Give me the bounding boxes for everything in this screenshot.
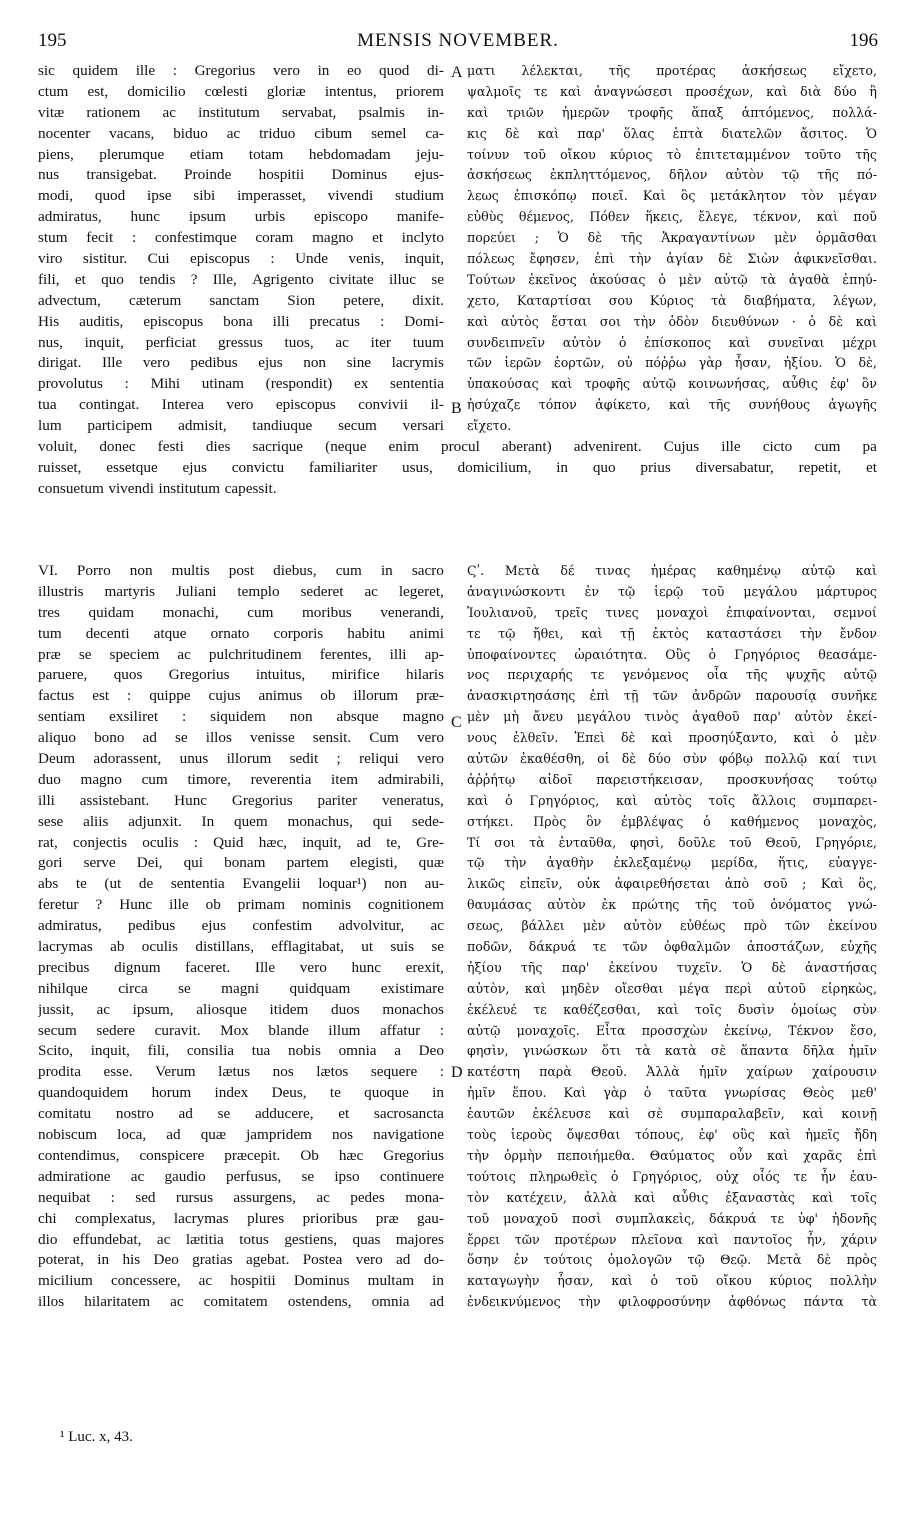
text-line: στήκει. Πρὸς ὃν ἐμβλέψας ὁ καθήμενος μοναχὸς, — [467, 813, 877, 829]
text-line: τῶν ἱερῶν ἑορτῶν, οὐ πόῤῥω γὰρ ἦσαν, ἠξίου. Ὁ δὲ, — [467, 355, 877, 371]
text-line: vitæ rationem ac institutum servabat, psalmis in- — [38, 103, 444, 121]
text-line: nequibat : sed rursus assurgens, ac pedes mona- — [38, 1188, 444, 1206]
text-line: contendimus, conspicere præcepit. Ob hæc Gregorius — [38, 1146, 444, 1164]
text-line: illustris martyris Juliani templo sederet ac legeret, — [38, 582, 444, 600]
text-line: ctum est, domicilio cœlesti gloriæ intentus, priorem — [38, 82, 444, 100]
text-line: nus transigebat. Proinde hospitii Dominus ejus- — [38, 166, 444, 184]
text-line: paruere, quos Gregorius intuitus, mirifice hilaris — [38, 666, 444, 684]
text-line: Deum adorassent, unus illorum sedit ; reliqui vero — [38, 750, 444, 768]
text-line: καὶ αὐτὸς ἔσται σοι τὴν ὁδὸν διευθύνων · ὁ δὲ καὶ — [467, 313, 877, 329]
text-line: ἔρρει τῶν προτέρων πλεῖονα καὶ παντοῖος ἦν, χάριν — [467, 1231, 877, 1247]
text-line: tum decenti atque ornato corporis habitu animi — [38, 624, 444, 642]
text-line: εἴχετο. — [467, 418, 512, 434]
text-line: ἡμῖν ἕπου. Καὶ γὰρ ὁ ταῦτα γνωρίσας Θεὸς μεθ' — [467, 1085, 877, 1101]
text-line: feretur ? Hunc ille ob primam nominis cognitionem — [38, 896, 444, 914]
text-line: θαυμάσας αὐτὸν ἐκ πρώτης τῆς τοῦ ὀνόματος γνώ- — [467, 897, 877, 913]
text-line: provolutus : Mihi utinam (respondit) ex sententia — [38, 375, 444, 393]
text-line: sic quidem ille : Gregorius vero in eo quod di- — [38, 62, 444, 79]
text-line: μὲν μὴ ἄνευ μεγάλου τινὸς ἀγαθοῦ παρ' αὐτὸν ἐκεί- — [467, 709, 877, 725]
text-line: ἐκέλευέ τε καθέζεσθαι, καὶ τοῖς δυσὶν ὁμοίως σὺν — [467, 1001, 877, 1017]
text-line: ἑαυτῶν ἐκέλευσε καὶ σὲ συμπαραλαβεῖν, καὶ κοινῇ — [467, 1106, 877, 1122]
text-line: τὴν ὁρμὴν πεποιήμεθα. Θαύματος οὖν καὶ χαρᾶς ἐπὶ — [467, 1147, 877, 1163]
text-line: gori serve Dei, qui bonam partem elegisti, quæ — [38, 854, 444, 872]
margin-marker-b: B — [451, 400, 462, 417]
text-line: voluit, donec festi dies sacrique (neque enim procul aberant) advenirent. Cujus ille cicto cum pa — [38, 438, 877, 455]
text-line: admiratione ac gaudio perfusus, se ipso continuere — [38, 1167, 444, 1185]
text-line: ἐνδεικνύμενος τὴν φιλοφροσύνην ἀφθόνως πάντα τὰ — [467, 1294, 877, 1310]
text-line: πορεύει ; Ὁ δὲ τῆς Ἀκραγαντίνων μὲν ὁρμᾶσθαι — [467, 230, 877, 246]
text-line: illi assistebant. Hunc Gregorius pariter veneratus, — [38, 791, 444, 809]
text-line: νος περιχαρής τε γενόμενος οἷα τῆς ψυχῆς αὐτῷ — [467, 667, 877, 683]
text-line: poterat, in his Deo gratias agebat. Postea vero ad do- — [38, 1251, 444, 1269]
margin-marker-a: A — [451, 64, 463, 81]
text-line: ἀῤῥήτῳ αἰδοῖ παρειστήκεισαν, προσκυνήσας τούτῳ — [467, 771, 877, 787]
text-line: tres quidam monachi, cum moribus venerandi, — [38, 603, 444, 621]
page-number-left: 195 — [38, 30, 67, 51]
text-line: aliquo bono ad se illos venisse sensit. Cum vero — [38, 729, 444, 747]
text-line: φησὶν, γινώσκων ὅτι τὰ κατὰ σὲ ἅπαντα δῆλα ἡμῖν — [467, 1043, 877, 1059]
page-header — [38, 30, 878, 56]
text-line: τῷ τὴν ἀγαθὴν ἐκλεξαμένῳ μερίδα, ἥτις, εὐαγγε- — [467, 855, 877, 871]
text-line: κις δὲ καὶ παρ' ὅλας ἑπτὰ διατελῶν ἄσιτος. Ὁ — [467, 125, 877, 141]
text-line: ἀσκήσεως ἐκπληττόμενος, δῆλον αὐτὸν τῷ τῆς πό- — [467, 167, 877, 183]
text-line: stum fecit : confestimque coram magno et inclyto — [38, 229, 444, 247]
text-line: συνδειπνεῖν αὐτὸν ὁ ἐπίσκοπος καὶ συνεῖναι μέχρι — [467, 334, 877, 350]
text-line: Τούτων ἐκεῖνος ἀκούσας ὁ μὲν αὐτῷ τὰ ἀγαθὰ ἐπηύ- — [467, 271, 877, 287]
greek-column-bottom — [467, 561, 877, 1313]
text-line: τούτοις πληρωθεὶς ὁ Γρηγόριος, οὐχ οἷός τε ἦν ἑαυ- — [467, 1168, 877, 1184]
text-line: consuetum vivendi institutum capessit. — [38, 479, 277, 497]
text-line: lum participem admisit, tandiuque secum versari — [38, 417, 444, 435]
greek-column-top — [467, 61, 877, 437]
text-line: secum sedere curavit. Mox blande illum affatur : — [38, 1021, 444, 1039]
text-line: VI. Porro non multis post diebus, cum in sacro — [38, 562, 444, 579]
text-line: illos hilaritatem ac comitatem ostendens, omnia ad — [38, 1293, 444, 1311]
text-line: ποδῶν, δάκρυά τε τῶν ὀφθαλμῶν ἀποστάζων, εὐχῆς — [467, 939, 877, 955]
text-line: Τί σοι τὰ ἐνταῦθα, φησὶ, δοῦλε τοῦ Θεοῦ, Γρηγόριε, — [467, 834, 877, 850]
text-line: ματι λέλεκται, τῆς προτέρας ἀσκήσεως εἴχετο, — [467, 63, 877, 78]
text-line: micilium concessere, ac hospitii Dominus multam in — [38, 1272, 444, 1290]
text-line: abs te (ut de sententia Evangelii loquar¹) non au- — [38, 875, 444, 893]
text-line: εὐθὺς θέμενος, Πόθεν ἥκεις, ἔλεγε, τέκνον, καὶ ποῦ — [467, 209, 877, 225]
text-line: ἠξίου τῆς παρ' ἐκείνου τυχεῖν. Ὁ δὲ ἀναστήσας — [467, 959, 877, 975]
text-line: modi, quod ipse sibi imperasset, vivendi studium — [38, 187, 444, 205]
text-line: Scito, inquit, fili, consilia tua nobis omnia a Deo — [38, 1042, 444, 1060]
text-line: duo magno cum timore, reverentia item admirabili, — [38, 770, 444, 788]
text-line: ἀνασκιρτησάσης ἐπὶ τῇ τῶν ἀνδρῶν παρουσίᾳ συνῆκε — [467, 688, 877, 704]
text-line: λικῶς εἰπεῖν, οὐκ ἀφαιρεθήσεται ἀπὸ σοῦ ; Καὶ ὃς, — [467, 876, 877, 892]
text-line: chi complexatus, lacrymas plures prioribus præ gau- — [38, 1209, 444, 1227]
text-line: αὐτὸν, καὶ μηδὲν οἴεσθαι μέγα περὶ αὐτοῦ εἰρηκὼς, — [467, 980, 877, 996]
text-line: ἀναγινώσκοντι ἐν τῷ ἱερῷ τοῦ μεγάλου μάρτυρος — [467, 583, 877, 599]
text-line: καὶ τριῶν ἡμερῶν τροφῆς ἅπαξ ἁπτόμενος, πολλά- — [467, 104, 877, 120]
text-line: quandoquidem horum index Deus, te quoque in — [38, 1084, 444, 1102]
text-line: piens, plerumque etiam totam hebdomadam jeju- — [38, 145, 444, 163]
page-number-right: 196 — [849, 30, 878, 51]
text-line: tua contingat. Interea vero episcopus convivii il- — [38, 396, 444, 414]
text-line: ὅσην ἐν τούτοις ὁμολογῶν τῷ Θεῷ. Μετὰ δὲ πρὸς — [467, 1252, 877, 1268]
text-line: τοῦ μοναχοῦ ποσὶ συμπλακεὶς, δάκρυά τε ὑφ' ἡδονῆς — [467, 1210, 877, 1226]
text-line: sese aliis adjunxit. In quem monachus, qui sede- — [38, 812, 444, 830]
text-line: ruisset, essetque ejus convictu familiariter usus, domicilium, in quo prius diversabatur, repetit, et — [38, 458, 877, 476]
text-line: Ϛʹ. Μετὰ δέ τινας ἡμέρας καθημένῳ αὐτῷ καὶ — [467, 563, 877, 578]
text-line: fili, et quo tendis ? Ille, Agrigento civitate illuc se — [38, 270, 444, 288]
text-line: nobiscum loca, ad quæ jampridem nos navigatione — [38, 1126, 444, 1144]
footnote: ¹ Luc. x, 43. — [60, 1429, 133, 1445]
text-line: σεως, βάλλει μὲν αὐτὸν εὐθέως πρὸ τῶν ἐκείνου — [467, 918, 877, 934]
text-line: dirigat. Ille vero pedibus ejus non sine lacrymis — [38, 354, 444, 372]
text-line: ὑπακούσας καὶ τροφῆς αὐτῷ κοινωνήσας, αὖθις ἐφ' ὃν — [467, 376, 877, 392]
text-line: τε τῷ ἤθει, καὶ τῇ ἐκτὸς καταστάσει τὴν ἔνδον — [467, 625, 877, 641]
text-line: τοὺς ἱεροὺς ὄψεσθαι τόπους, ἐφ' οὓς καὶ ἡμεῖς ἤδη — [467, 1127, 877, 1143]
text-line: His auditis, episcopus bona illi precatus : Domi- — [38, 312, 444, 330]
text-line: πόλεως ἔφησεν, ἐπὶ τὴν ἁγίαν δὲ Σιὼν ἀφικνεῖσθαι. — [467, 251, 877, 267]
text-line: advectum, cæterum sanctam Sion petere, dixit. — [38, 291, 444, 309]
text-line: αὐτῶν ἐκαθέσθη, οἱ δὲ δύο σὺν φόβῳ πολλῷ καί τινι — [467, 751, 877, 767]
text-line: comitatu nostro ad se adducere, et sacrosancta — [38, 1105, 444, 1123]
text-line: nocenter vacans, biduo ac triduo cibum semel ca- — [38, 124, 444, 142]
text-line: jussit, ac ipsum, aliosque itidem duos monachos — [38, 1000, 444, 1018]
text-line: præ se speciem ac pulchritudinem ferentes, illi ap- — [38, 645, 444, 663]
text-line: ψαλμοῖς τε καὶ ἀναγνώσεσι προσέχων, καὶ διὰ δύο ἢ — [467, 83, 877, 99]
text-line: αὐτῷ μοναχοῖς. Εἶτα προσσχὼν ἐκείνῳ, Τέκνον ἔσο, — [467, 1022, 877, 1038]
text-line: dio effundebat, ac lætitia totus gestiens, quas majores — [38, 1230, 444, 1248]
text-line: rat, conjectis oculis : Quid hæc, inquit, ad te, Gre- — [38, 833, 444, 851]
running-title: MENSIS NOVEMBER. — [357, 30, 559, 51]
text-line: ἡσύχαζε τόπον ἀφίκετο, καὶ τῆς συνήθους ἀγωγῆς — [467, 397, 877, 413]
text-line: admiratus, pedibus ejus confestim advolvitur, ac — [38, 917, 444, 935]
latin-column-bottom — [38, 561, 444, 1313]
margin-marker-c: C — [451, 714, 462, 731]
text-line: admiratus, hunc ipsum urbis episcopo manife- — [38, 208, 444, 226]
text-line: sentiam exsiliret : siquidem non absque magno — [38, 708, 444, 726]
text-line: χετο, Καταρτίσαι σου Κύριος τὰ διαβήματα, λέγων, — [467, 292, 877, 308]
text-line: ὑποφαίνοντες ὡραιότητα. Οὓς ὁ Γρηγόριος θεασάμε- — [467, 646, 877, 662]
text-line: nus, inquit, perficiat gressus tuos, ac iter tuum — [38, 333, 444, 351]
text-line: Ἰουλιανοῦ, τρεῖς τινες μοναχοὶ ἐπιφαίνονται, σεμνοί — [467, 604, 877, 620]
text-line: τοίνυν τοῦ οἴκου κύριος τὸ ἐπιτεταμμένον τοῦτο τῆς — [467, 146, 877, 162]
text-line: καὶ ὁ Γρηγόριος, καὶ αὐτὸς τοῖς ἄλλοις συμπαρει- — [467, 792, 877, 808]
text-line: lacrymas ab oculis distillans, efflagitabat, ut suis se — [38, 938, 444, 956]
text-line: κατέστη παρὰ Θεοῦ. Ἀλλὰ ἡμῖν χαίρων χαίρουσιν — [467, 1064, 877, 1080]
full-width-paragraph — [38, 437, 877, 500]
latin-column-top — [38, 61, 444, 437]
text-line: nihilque circa se magni quidquam existimare — [38, 979, 444, 997]
text-line: precibus dignum faceret. Ille vero hunc erexit, — [38, 958, 444, 976]
text-line: factus est : quippe cujus animus ob illorum præ- — [38, 687, 444, 705]
margin-marker-d: D — [451, 1064, 463, 1081]
text-line: prodita esse. Verum lætus nos lætos sequere : — [38, 1063, 444, 1081]
text-line: νους ἐλθεῖν. Ἐπεὶ δὲ καὶ προσηύξαντο, καὶ ὁ μὲν — [467, 730, 877, 746]
text-line: viro sistitur. Cui episcopus : Unde venis, inquit, — [38, 250, 444, 268]
text-line: καταγωγὴν ἧσαν, καὶ ὁ τοῦ οἴκου κύριος πολλὴν — [467, 1273, 877, 1289]
text-line: τὸν κατέχειν, ἀλλὰ καὶ αὖθις ἐξαναστὰς καὶ τοῖς — [467, 1189, 877, 1205]
text-line: λεως ἐπισκόπῳ ποιεῖ. Καὶ ὃς μετάκλητον τὸν μέγαν — [467, 188, 877, 204]
